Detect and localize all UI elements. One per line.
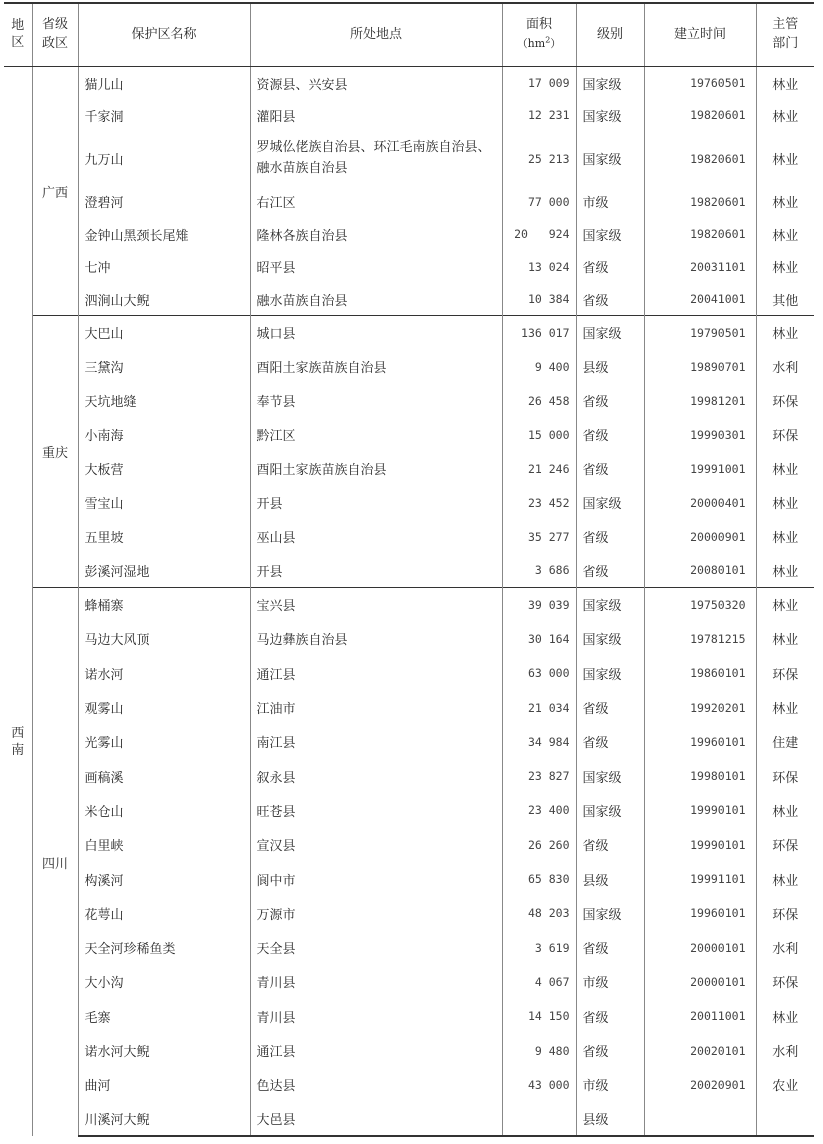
reserve-location: 宣汉县	[250, 828, 502, 862]
table-row	[4, 316, 814, 350]
reserve-name: 蜂桶寨	[78, 588, 250, 622]
reserve-area: 77 000	[502, 186, 576, 219]
table-row	[4, 218, 814, 251]
table-row	[4, 588, 814, 622]
table-row	[4, 418, 814, 452]
reserve-location: 开县	[250, 554, 502, 588]
reserve-level: 市级	[576, 965, 644, 999]
reserve-location: 大邑县	[250, 1102, 502, 1136]
reserve-date: 20031101	[644, 251, 756, 284]
reserve-location: 通江县	[250, 1033, 502, 1067]
reserve-level: 国家级	[576, 793, 644, 827]
reserve-area: 23 452	[502, 486, 576, 520]
reserve-date: 19820601	[644, 218, 756, 251]
reserve-location: 隆林各族自治县	[250, 218, 502, 251]
table-row	[4, 99, 814, 132]
reserve-date: 19990301	[644, 418, 756, 452]
reserve-area: 65 830	[502, 862, 576, 896]
reserve-location: 马边彝族自治县	[250, 622, 502, 656]
reserve-name: 毛寨	[78, 999, 250, 1033]
reserve-date: 20000101	[644, 930, 756, 964]
reserve-date: 20000101	[644, 965, 756, 999]
reserve-location: 青川县	[250, 965, 502, 999]
reserve-dept: 林业	[756, 999, 814, 1033]
region-cell: 西南	[11, 725, 25, 758]
reserve-location: 南江县	[250, 725, 502, 759]
reserve-name: 光雾山	[78, 725, 250, 759]
reserve-level: 省级	[576, 1033, 644, 1067]
reserve-name: 七冲	[78, 251, 250, 284]
reserve-location: 万源市	[250, 896, 502, 930]
reserve-area: 12 231	[502, 99, 576, 132]
table-row	[4, 896, 814, 930]
reserve-area: 14 150	[502, 999, 576, 1033]
reserve-dept: 环保	[756, 759, 814, 793]
reserve-area: 35 277	[502, 520, 576, 554]
reserve-area: 3 686	[502, 554, 576, 588]
reserve-level: 省级	[576, 554, 644, 588]
reserve-dept: 林业	[756, 452, 814, 486]
reserve-level: 省级	[576, 828, 644, 862]
reserve-date: 19991101	[644, 862, 756, 896]
table-row	[4, 186, 814, 219]
reserve-dept: 其他	[756, 283, 814, 316]
reserve-area: 26 458	[502, 384, 576, 418]
reserve-date: 19890701	[644, 350, 756, 384]
reserve-level: 市级	[576, 1068, 644, 1102]
reserve-name: 川溪河大鲵	[78, 1102, 250, 1136]
reserve-location: 开县	[250, 486, 502, 520]
table-row	[4, 251, 814, 284]
reserve-location: 青川县	[250, 999, 502, 1033]
reserve-area: 3 619	[502, 930, 576, 964]
reserve-area: 34 984	[502, 725, 576, 759]
reserve-level: 国家级	[576, 759, 644, 793]
reserve-date: 20011001	[644, 999, 756, 1033]
reserve-name: 白里峡	[78, 828, 250, 862]
header-dept: 主管部门	[756, 3, 814, 67]
table-row	[4, 384, 814, 418]
reserve-location: 色达县	[250, 1068, 502, 1102]
reserve-name: 米仓山	[78, 793, 250, 827]
reserve-level: 市级	[576, 186, 644, 219]
table-row	[4, 1102, 814, 1136]
header-area: 面积 $(hm^2)$	[502, 3, 576, 67]
reserve-name: 观雾山	[78, 690, 250, 724]
reserve-name: 泗涧山大鲵	[78, 283, 250, 316]
reserve-date: 19991001	[644, 452, 756, 486]
reserve-name: 澄碧河	[78, 186, 250, 219]
table-row	[4, 452, 814, 486]
reserve-name: 大板营	[78, 452, 250, 486]
header-region: 地区	[4, 3, 32, 67]
table-row	[4, 793, 814, 827]
reserve-area: 17 009	[502, 67, 576, 100]
reserve-name: 构溪河	[78, 862, 250, 896]
reserve-level: 国家级	[576, 896, 644, 930]
reserve-level: 省级	[576, 418, 644, 452]
reserve-date: 19760501	[644, 67, 756, 100]
reserve-name: 大小沟	[78, 965, 250, 999]
reserve-date: 19990101	[644, 828, 756, 862]
reserve-area: 21 246	[502, 452, 576, 486]
reserve-dept: 环保	[756, 418, 814, 452]
reserve-dept: 林业	[756, 67, 814, 100]
table-row	[4, 132, 814, 186]
reserve-dept: 环保	[756, 828, 814, 862]
reserve-location: 灌阳县	[250, 99, 502, 132]
reserve-location: 江油市	[250, 690, 502, 724]
reserve-area: 23 827	[502, 759, 576, 793]
reserve-date: 19820601	[644, 132, 756, 186]
reserve-name: 五里坡	[78, 520, 250, 554]
reserve-dept: 环保	[756, 965, 814, 999]
reserve-date: 20041001	[644, 283, 756, 316]
table-row	[4, 1068, 814, 1102]
reserve-dept: 林业	[756, 251, 814, 284]
reserve-location: 资源县、兴安县	[250, 67, 502, 100]
province-cell: 重庆	[32, 316, 78, 588]
reserve-location: 右江区	[250, 186, 502, 219]
province-cell: 广西	[32, 67, 78, 316]
reserve-level: 省级	[576, 690, 644, 724]
reserve-date: 19960101	[644, 896, 756, 930]
reserve-level: 省级	[576, 283, 644, 316]
reserve-level: 国家级	[576, 99, 644, 132]
reserve-location: 奉节县	[250, 384, 502, 418]
reserve-date: 19790501	[644, 316, 756, 350]
table-row	[4, 656, 814, 690]
table-row	[4, 486, 814, 520]
reserve-level: 省级	[576, 725, 644, 759]
reserve-date: 19960101	[644, 725, 756, 759]
reserve-area: 30 164	[502, 622, 576, 656]
table-row	[4, 690, 814, 724]
reserve-name: 马边大风顶	[78, 622, 250, 656]
reserve-dept: 林业	[756, 132, 814, 186]
reserve-location: 宝兴县	[250, 588, 502, 622]
reserve-area: 10 384	[502, 283, 576, 316]
reserve-level: 县级	[576, 862, 644, 896]
province-cell: 四川	[32, 588, 78, 1137]
reserve-location: 旺苍县	[250, 793, 502, 827]
table-row	[4, 283, 814, 316]
reserve-name: 雪宝山	[78, 486, 250, 520]
reserve-area: 136 017	[502, 316, 576, 350]
reserve-name: 花萼山	[78, 896, 250, 930]
reserve-name: 天全河珍稀鱼类	[78, 930, 250, 964]
reserve-dept: 水利	[756, 930, 814, 964]
reserve-date: 19820601	[644, 99, 756, 132]
reserve-dept: 环保	[756, 656, 814, 690]
table-row	[4, 965, 814, 999]
header-location: 所处地点	[250, 3, 502, 67]
table-row	[4, 759, 814, 793]
reserve-date: 20020101	[644, 1033, 756, 1067]
reserve-area: 21 034	[502, 690, 576, 724]
reserve-date: 19781215	[644, 622, 756, 656]
reserve-area: 43 000	[502, 1068, 576, 1102]
reserve-dept: 林业	[756, 186, 814, 219]
reserve-name: 大巴山	[78, 316, 250, 350]
table-row	[4, 67, 814, 100]
reserve-date: 20000401	[644, 486, 756, 520]
reserve-dept	[756, 1102, 814, 1136]
reserve-name: 小南海	[78, 418, 250, 452]
reserve-name: 千家洞	[78, 99, 250, 132]
reserve-location: 罗城仫佬族自治县、环江毛南族自治县、融水苗族自治县	[250, 132, 502, 186]
reserve-name: 猫儿山	[78, 67, 250, 100]
reserve-level: 国家级	[576, 588, 644, 622]
reserve-name: 天坑地缝	[78, 384, 250, 418]
reserve-level: 国家级	[576, 486, 644, 520]
reserve-area: 26 260	[502, 828, 576, 862]
reserve-level: 国家级	[576, 622, 644, 656]
reserve-location: 酉阳土家族苗族自治县	[250, 350, 502, 384]
reserve-location: 昭平县	[250, 251, 502, 284]
reserve-dept: 林业	[756, 622, 814, 656]
header-established: 建立时间	[644, 3, 756, 67]
reserve-name: 金钟山黑颈长尾雉	[78, 218, 250, 251]
reserve-dept: 林业	[756, 486, 814, 520]
table-row	[4, 520, 814, 554]
reserve-date	[644, 1102, 756, 1136]
reserve-location: 城口县	[250, 316, 502, 350]
reserve-location: 叙永县	[250, 759, 502, 793]
reserve-name: 三黛沟	[78, 350, 250, 384]
reserve-area: 9 480	[502, 1033, 576, 1067]
reserve-level: 国家级	[576, 218, 644, 251]
reserve-date: 20000901	[644, 520, 756, 554]
reserve-dept: 林业	[756, 316, 814, 350]
table-row	[4, 999, 814, 1033]
reserve-name: 诺水河	[78, 656, 250, 690]
reserve-level: 省级	[576, 999, 644, 1033]
reserve-location: 巫山县	[250, 520, 502, 554]
reserve-location: 酉阳土家族苗族自治县	[250, 452, 502, 486]
reserve-level: 国家级	[576, 132, 644, 186]
reserve-level: 省级	[576, 384, 644, 418]
reserve-dept: 水利	[756, 350, 814, 384]
reserve-dept: 水利	[756, 1033, 814, 1067]
reserve-date: 19750320	[644, 588, 756, 622]
reserve-area: 15 000	[502, 418, 576, 452]
nature-reserve-table	[4, 2, 814, 1137]
reserve-dept: 住建	[756, 725, 814, 759]
table-row	[4, 828, 814, 862]
reserve-area: 13 024	[502, 251, 576, 284]
reserve-name: 九万山	[78, 132, 250, 186]
table-row	[4, 862, 814, 896]
reserve-area: 25 213	[502, 132, 576, 186]
reserve-dept: 环保	[756, 384, 814, 418]
reserve-area: 23 400	[502, 793, 576, 827]
table-row	[4, 622, 814, 656]
reserve-dept: 林业	[756, 690, 814, 724]
reserve-dept: 林业	[756, 554, 814, 588]
header-level: 级别	[576, 3, 644, 67]
reserve-name: 诺水河大鲵	[78, 1033, 250, 1067]
reserve-location: 天全县	[250, 930, 502, 964]
reserve-area: 20 924	[502, 218, 576, 251]
reserve-date: 19981201	[644, 384, 756, 418]
reserve-level: 国家级	[576, 67, 644, 100]
reserve-dept: 林业	[756, 99, 814, 132]
reserve-area	[502, 1102, 576, 1136]
reserve-name: 画稿溪	[78, 759, 250, 793]
table-row	[4, 930, 814, 964]
reserve-date: 20080101	[644, 554, 756, 588]
table-row	[4, 1033, 814, 1067]
reserve-level: 省级	[576, 520, 644, 554]
reserve-dept: 农业	[756, 1068, 814, 1102]
reserve-date: 19980101	[644, 759, 756, 793]
reserve-level: 县级	[576, 1102, 644, 1136]
reserve-dept: 林业	[756, 218, 814, 251]
table-row	[4, 725, 814, 759]
reserve-dept: 林业	[756, 588, 814, 622]
reserve-level: 国家级	[576, 656, 644, 690]
reserve-location: 黔江区	[250, 418, 502, 452]
reserve-area: 63 000	[502, 656, 576, 690]
table-row	[4, 554, 814, 588]
reserve-date: 19820601	[644, 186, 756, 219]
reserve-level: 省级	[576, 251, 644, 284]
header-row	[4, 3, 814, 67]
header-province: 省级政区	[32, 3, 78, 67]
reserve-level: 县级	[576, 350, 644, 384]
reserve-date: 19860101	[644, 656, 756, 690]
reserve-area: 48 203	[502, 896, 576, 930]
region-cell-empty	[4, 67, 32, 350]
reserve-location: 融水苗族自治县	[250, 283, 502, 316]
reserve-name: 彭溪河湿地	[78, 554, 250, 588]
reserve-name: 曲河	[78, 1068, 250, 1102]
reserve-date: 20020901	[644, 1068, 756, 1102]
reserve-level: 省级	[576, 930, 644, 964]
reserve-area: 9 400	[502, 350, 576, 384]
reserve-area: 39 039	[502, 588, 576, 622]
reserve-location: 阆中市	[250, 862, 502, 896]
reserve-date: 19990101	[644, 793, 756, 827]
reserve-level: 省级	[576, 452, 644, 486]
reserve-location: 通江县	[250, 656, 502, 690]
reserve-level: 国家级	[576, 316, 644, 350]
reserve-dept: 林业	[756, 520, 814, 554]
reserve-dept: 林业	[756, 862, 814, 896]
reserve-dept: 环保	[756, 896, 814, 930]
header-name: 保护区名称	[78, 3, 250, 67]
reserve-area: 4 067	[502, 965, 576, 999]
table-row	[4, 350, 814, 384]
reserve-date: 19920201	[644, 690, 756, 724]
reserve-dept: 林业	[756, 793, 814, 827]
